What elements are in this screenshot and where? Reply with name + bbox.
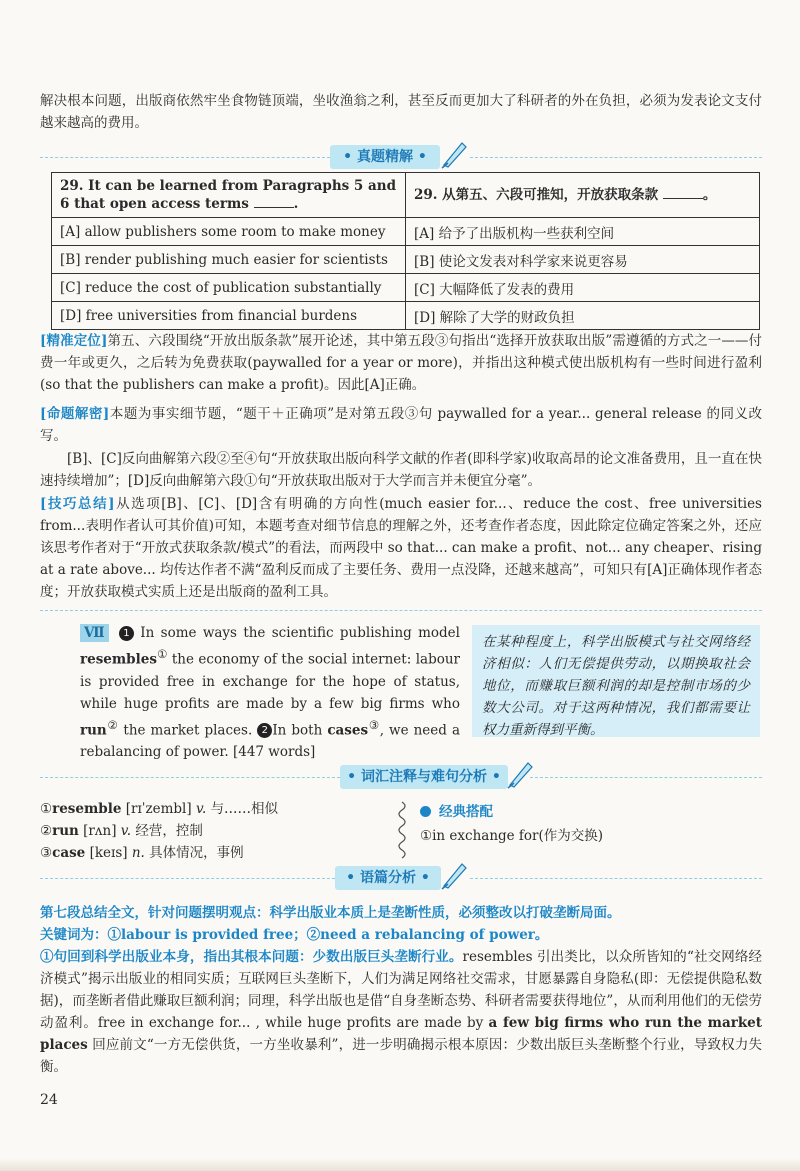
bullet-icon: [420, 806, 431, 817]
discourse-keywords: 关键词为：①labour is provided free；②need a rebalancing of power。: [40, 927, 549, 943]
option-row: [52, 302, 760, 330]
heading-label: • 真题精解 •: [330, 145, 440, 169]
paragraph-7-english: Ⅶ 1 In some ways the scientific publishing model resembles① the economy of the social internet: labour is provided free in exchange for the hope of status, while huge profits are made by a few big firms who run② the market places. 2 In both cases③, we need a rebalancing of power. [447 words]: [80, 625, 461, 760]
spiral-divider: [394, 800, 410, 862]
section-heading-vocab: [0, 765, 800, 789]
collocation-block: 经典搭配 ①in exchange for(作为交换): [420, 804, 604, 844]
sentence-2-marker: 2: [257, 723, 272, 738]
analysis-skill: [技巧总结]从选项[B]、[C]、[D]含有明确的方向性(much easier for...、reduce the cost、free universities from...表明作者认可其价值)可知，本题考查对细节信息的理解之外，还考查作者态度，因此除定位确定答案之外，还应该思考作者对于“开放式获取条款/模式”的看法，而两段中 so that... can make a profit、not... any cheaper、rising at a rate above... 均传达作者不满“盈利反而成了主要任务、费用一点没降，还越来越高”，可知只有[A]正确体现作者态度；开放获取模式实质上还是出版商的盈利工具。: [40, 496, 762, 600]
discourse-summary: 第七段总结全文，针对问题摆明观点：科学出版业本质上是垄断性质，必须整改以打破垄断局面。: [40, 905, 621, 921]
question-table: [51, 172, 760, 330]
heading-label: • 语篇分析 •: [335, 866, 441, 890]
vocab-item: ②run [rʌn] v. 经营，控制: [40, 823, 203, 839]
option-en: [C] reduce the cost of publication substantially: [52, 274, 406, 302]
en-stem: 29. It can be learned from Paragraphs 5 and 6 that open access terms .: [52, 173, 406, 218]
pen-icon: [440, 139, 468, 169]
separator: [40, 610, 762, 611]
analysis-locate: [精准定位]第五、六段围绕“开放出版条款”展开论述，其中第五段③句指出“选择开放获取出版”需遵循的方式之一——付费一年或更久，之后转为免费获取(paywalled for a year or more)，并指出这种模式使出版机构有一些时间进行盈利(so that the publishers can make a profit)。因此[A]正确。: [40, 333, 762, 393]
option-zh: [B] 使论文发表对科学家来说更容易: [406, 246, 760, 274]
paragraph-number: Ⅶ: [80, 624, 109, 642]
paragraph-7-translation: 在某种程度上，科学出版模式与社交网络经济相似：人们无偿提供劳动，以期换取社会地位，而赚取巨额利润的却是控制市场的少数大公司。对于这两种情况，我们都需要让权力重新得到平衡。: [472, 625, 760, 737]
top-paragraph: 解决根本问题，出版商依然牢坐食物链顶端，坐收渔翁之利，甚至反而更加大了科研者的外在负担，必须为发表论文支付越来越高的费用。: [40, 93, 762, 131]
vocab-item: ③case [keɪs] n. 具体情况，事例: [40, 845, 244, 861]
vocab-item: ①resemble [rɪˈzembl] v. 与……相似: [40, 801, 279, 817]
section-heading-discourse: [0, 866, 800, 890]
option-row: [52, 246, 760, 274]
pen-icon: [506, 759, 534, 789]
page-edge: [0, 1158, 800, 1171]
heading-label: • 词汇注释与难句分析 •: [340, 765, 508, 789]
analysis-decode: [命题解密]本题为事实细节题，“题干＋正确项”是对第五段③句 paywalled for a year... general release 的同义改写。: [40, 406, 763, 444]
option-en: [D] free universities from financial burdens: [52, 302, 406, 330]
option-zh: [A] 给予了出版机构一些获利空间: [406, 218, 760, 246]
analysis-distractors: [B]、[C]反向曲解第六段②至④句“开放获取出版向科学文献的作者(即科学家)收取高昂的论文准备费用，且一直在快速持续增加”；[D]反向曲解第六段①句“开放获取出版对于大学而言并未便宜分毫”。: [40, 451, 762, 489]
option-zh: [C] 大幅降低了发表的费用: [406, 274, 760, 302]
discourse-body: ①句回到科学出版业本身，指出其根本问题：少数出版巨头垄断行业。resembles 引出类比，以众所皆知的“社交网络经济模式”揭示出版业的相同实质；互联网巨头垄断下，人们为满足网络社交需求，甘愿暴露自身隐私(即：无偿提供隐私数据)，而垄断者借此赚取巨额利润；同理，科学出版也是借“自身垄断态势、科研者需要获得地位”，从而利用他们的无偿劳动盈利。free in exchange for... , while huge profits are made by a few big firms who run the market places 回应前文“一方无偿供货，一方坐收暴利”，进一步明确揭示根本原因：少数出版巨头垄断整个行业，导致权力失衡。: [40, 949, 763, 1075]
sentence-1-marker: 1: [119, 626, 134, 641]
page-number: 24: [40, 1092, 58, 1108]
option-en: [B] render publishing much easier for scientists: [52, 246, 406, 274]
pen-icon: [440, 860, 468, 890]
zh-stem: 29. 从第五、六段可推知，开放获取条款 。: [406, 173, 760, 218]
option-zh: [D] 解除了大学的财政负担: [406, 302, 760, 330]
vocab-list: [40, 798, 400, 864]
option-row: [52, 274, 760, 302]
option-row: [52, 218, 760, 246]
section-heading-zhenti: [0, 145, 800, 169]
option-en: [A] allow publishers some room to make money: [52, 218, 406, 246]
